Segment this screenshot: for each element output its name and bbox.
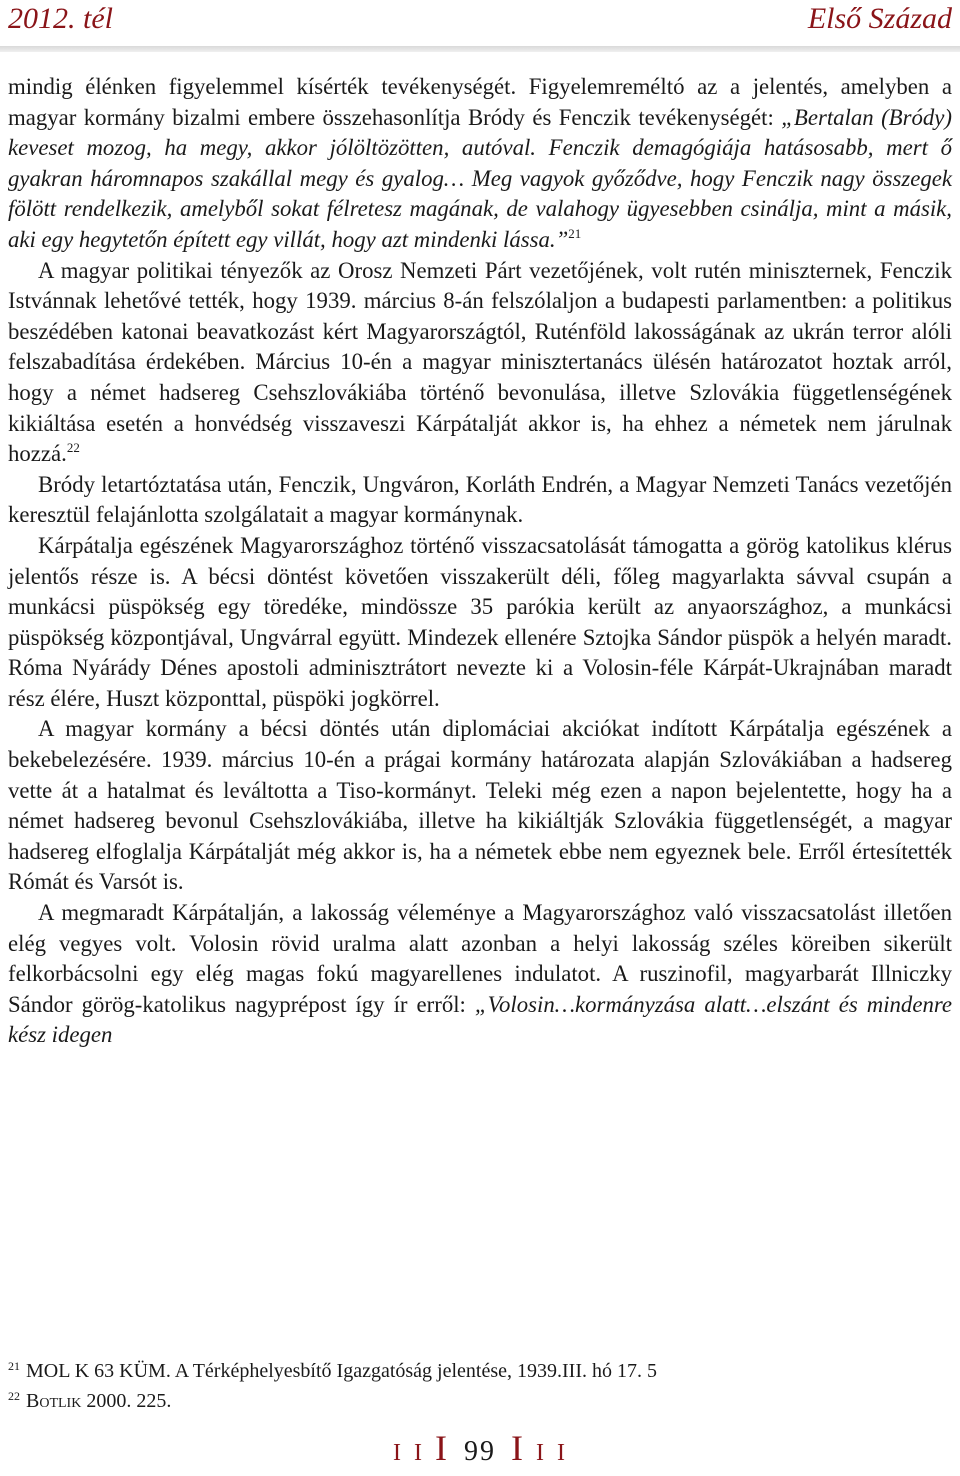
footnote-ref-22: 22 <box>66 440 80 456</box>
paragraph-6: A megmaradt Kárpátalján, a lakosság véleménye a Magyarországhoz való visszacsatolást illetően elég vegyes volt. Volosin rövid uralma alatt azonban a helyi lakosság széles köreiben sikerült felkorbácsolni egy elég magas fokú magyarellenes indulatot. A ruszinofil, magyarbarát Illniczky Sándor görög-katolikus nagyprépost így ír erről: „Volosin…kormányzása alatt…elszánt és mindenre kész idegen <box>8 900 952 1048</box>
running-header <box>8 0 952 44</box>
ornament-bar: I <box>393 1440 403 1466</box>
quote-report: „Bertalan (Bródy) keveset mozog, ha megy, akkor jólöltözötten, autóval. Fenczik demagógiája hatásosabb, mert ő gyakran háromnapos szakállal megy és gyalog… Meg vagyok győződve, hogy Fenczik nagy összegek fölött rendelkezik, amelyből sokat félretesz magának, de valahogy ügyesebben csinálja, mint a másik, aki egy hegytetőn épített egy villát, hogy azt mindenki lássa.” <box>8 104 952 252</box>
article-body <box>8 72 952 1051</box>
header-issue: 2012. tél <box>8 2 113 35</box>
paragraph-3: Bródy letartóztatása után, Fenczik, Ungváron, Korláth Endrén, a Magyar Nemzeti Tanács vezetőjén keresztül felajánlotta szolgálatait a magyar kormánynak. <box>8 471 952 528</box>
paragraph-4: Kárpátalja egészének Magyarországhoz történő visszacsatolását támogatta a görög katolikus klérus jelentős része is. A bécsi döntést követően visszakerült déli, főleg magyarlakta sávval csupán a munkácsi püspökség egy töredéke, mindössze 35 parókia került az anyaországhoz, a munkácsi püspökség központjával, Ungvárral együtt. Mindezek ellenére Sztojka Sándor püspök a helyén maradt. Róma Nyárády Dénes apostoli adminisztrátort nevezte ki a Volosin-féle Kárpát-Ukrajnában maradt rész élére, Huszt központtal, püspöki jogkörrel. <box>8 532 952 711</box>
paragraph-2: A magyar politikai tényezők az Orosz Nemzeti Párt vezetőjének, volt rutén miniszternek, Fenczik Istvánnak lehetővé tették, hogy 1939. március 8-án felszólaljon a budapesti parlamentben: a politikus beszédében katonai beavatkozást kért Magyarországtól, Ruténföld lakosságának az ukrán terror alóli felszabadítása érdekében. Március 10-én a magyar minisztertanács ülésén határozatot hoztak arról, hogy a német hadsereg Csehszlovákiába történő bevonulása, illetve Szlovákia függetlenségének kikiáltása esetén a honvédség visszaveszi Kárpátalját akkor is, ha ehhez a németek nem járulnak hozzá.$^{22}$ <box>8 257 952 467</box>
footnote-22: $^{22}$ Botlik 2000. 225. <box>8 1389 172 1412</box>
page-number-ornament <box>0 1426 960 1475</box>
ornament-bar: I <box>511 1428 525 1468</box>
ornament-bar: I <box>414 1440 424 1466</box>
page-number: 99 <box>464 1436 496 1467</box>
ornament-bar: I <box>557 1440 567 1466</box>
ornament-bar: I <box>536 1440 546 1466</box>
paragraph-1: mindig élénken figyelemmel kísérték tevékenységét. Figyelemreméltó az a jelentés, amelyben a magyar kormány bizalmi embere összehasonlítja Bródy és Fenczik tevékenységét: „Bertalan (Bródy) keveset mozog, ha megy, akkor jólöltözötten, autóval. Fenczik demagógiája hatásosabb, mert ő gyakran háromnapos szakállal megy és gyalog… Meg vagyok győződve, hogy Fenczik nagy összegek fölött rendelkezik, amelyből sokat félretesz magának, de valahogy ügyesebben csinálja, mint a másik, aki egy hegytetőn épített egy villát, hogy azt mindenki lássa.”$^{21}$ <box>8 74 952 252</box>
footnote-ref-21: 21 <box>568 225 582 241</box>
quote-illniczky: „Volosin…kormányzása alatt…elszánt és mindenre kész idegen <box>8 991 952 1048</box>
ornament-bar: I <box>435 1428 449 1468</box>
header-journal-title: Első Század <box>807 2 952 35</box>
footnote-21: $^{21}$ MOL K 63 KÜM. A Térképhelyesbítő Igazgatóság jelentése, 1939.III. hó 17. 5 <box>8 1359 657 1382</box>
header-rule <box>0 46 960 52</box>
paragraph-5: A magyar kormány a bécsi döntés után diplomáciai akciókat indított Kárpátalja egészének a bekebelezésére. 1939. március 10-én a prágai kormány határozata alapján Szlovákiában a hadsereg vette át a hatalmat és leváltotta a Tiso-kormányt. Teleki még ezen a napon bejelentette, hogy ha a német hadsereg bevonul Csehszlovákiába, illetve ha kikiáltják Szlovákia függetlenségét, a magyar hadsereg elfoglalja Kárpátalját még akkor is, ha a németek ebbe nem egyeznek bele. Erről értesítették Rómát és Varsót is. <box>8 716 952 895</box>
footnotes <box>8 1356 952 1416</box>
